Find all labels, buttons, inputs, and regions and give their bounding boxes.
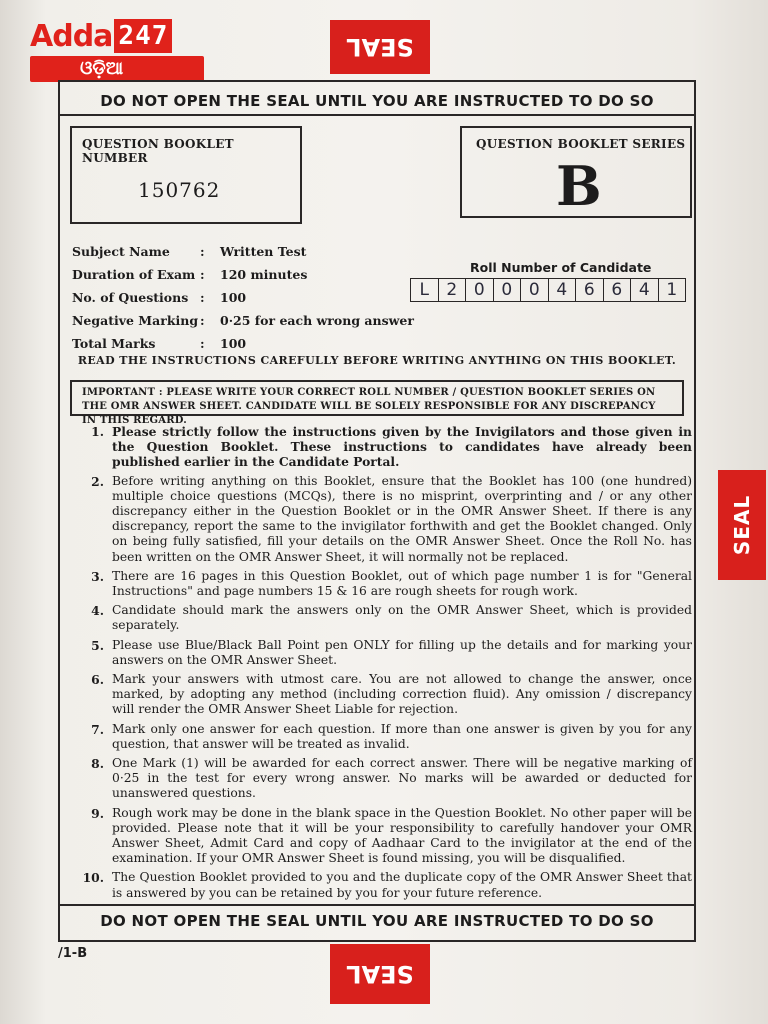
list-item: 8. One Mark (1) will be awarded for each correct answer. There will be negative marking of 0·25 in the test for every wrong answer. No marks will be awarded or deducted for unanswered questions. bbox=[91, 756, 692, 801]
roll-digit: 1 bbox=[666, 280, 678, 300]
list-item: 9. Rough work may be done in the blank space in the Question Booklet. No other paper will be provided. Please note that it will be your responsibility to carefully handover your OMR Answer Sheet, Admit Card and copy of Aadhaar Card to the invigilator at the end of the examination. If your OMR Answer Sheet is found missing, you will be disqualified. bbox=[91, 805, 692, 866]
list-item: 6. Mark your answers with utmost care. You are not allowed to change the answer, once marked, by adopting any method (including correction fluid). Any omission / discrepancy will render the OMR Answer Sheet Liable for rejection. bbox=[91, 672, 692, 717]
booklet-series-value: B bbox=[556, 154, 602, 218]
roll-digit: 4 bbox=[631, 279, 659, 301]
logo-brand: Adda bbox=[30, 18, 113, 54]
seal-side bbox=[718, 470, 766, 580]
list-item: 2. Before writing anything on this Booklet, ensure that the Booklet has 100 (one hundred) multiple choice questions (MCQs), there is no misprint, overprinting and / or any other discrepancy either in the Question Booklet or in the OMR Answer Sheet. If there is any discrepancy, report the same to the invigilator forthwith and get the Booklet changed. Only on being fully satisfied, fill your details on the OMR Answer Sheet. Once the Roll No. has been written on the OMR Answer Sheet, it will normally not be replaced. bbox=[91, 473, 692, 564]
roll-digit: 6 bbox=[576, 279, 604, 301]
booklet-number-label: QUESTION BOOKLET NUMBER bbox=[82, 137, 234, 165]
adda247-logo bbox=[30, 18, 204, 84]
instructions-list bbox=[68, 424, 692, 905]
detail-row: No. of Questions : 100 bbox=[72, 290, 247, 305]
instruction-frame bbox=[58, 80, 696, 942]
roll-number-label: Roll Number of Candidate bbox=[470, 260, 652, 275]
seal-top: SEAL bbox=[330, 20, 430, 74]
roll-digit: 6 bbox=[604, 279, 632, 301]
exam-details bbox=[72, 240, 414, 355]
seal-side-label: SEAL bbox=[730, 494, 755, 556]
logo-number: 247 bbox=[114, 19, 172, 53]
page-code: /1-B bbox=[58, 946, 88, 961]
seal-warning-top: DO NOT OPEN THE SEAL UNTIL YOU ARE INSTRUCTED TO DO SO bbox=[100, 92, 654, 110]
roll-digit: 2 bbox=[439, 279, 467, 301]
seal-warning-bottom: DO NOT OPEN THE SEAL UNTIL YOU ARE INSTRUCTED TO DO SO bbox=[100, 912, 654, 930]
list-item: 5. Please use Blue/Black Ball Point pen ONLY for filling up the details and for marking your answers on the OMR Answer Sheet. bbox=[91, 637, 692, 667]
detail-row: Negative Marking : 0·25 for each wrong answer bbox=[72, 313, 414, 328]
important-notice: IMPORTANT : PLEASE WRITE YOUR CORRECT ROLL NUMBER / QUESTION BOOKLET SERIES ON THE OMR ANSWER SHEET. CANDIDATE WILL BE SOLELY RESPONSIBLE FOR ANY DISCREPANCY IN THIS REGARD. bbox=[70, 380, 684, 416]
list-item: 3. There are 16 pages in this Question Booklet, out of which page number 1 is for "General Instructions" and page numbers 15 & 16 are rough sheets for rough work. bbox=[91, 568, 692, 599]
divider-top bbox=[60, 114, 694, 116]
roll-digit: 4 bbox=[549, 279, 577, 301]
roll-number-boxes bbox=[410, 278, 686, 302]
booklet-number-value: 150762 bbox=[138, 178, 221, 202]
roll-digit: 0 bbox=[521, 279, 549, 301]
list-item: 1. Please strictly follow the instructions given by the Invigilators and those given in the Question Booklet. These instructions to candidates have already been published earlier in the Candidate Portal. bbox=[91, 424, 692, 470]
detail-row: Duration of Exam : 120 minutes bbox=[72, 267, 308, 282]
booklet-number-box bbox=[70, 126, 302, 224]
seal-bottom: SEAL bbox=[330, 944, 430, 1004]
booklet-series-label: QUESTION BOOKLET SERIES bbox=[476, 137, 686, 151]
detail-row: Total Marks : 100 bbox=[72, 336, 247, 351]
logo-subtitle: ଓଡ଼ିଆ bbox=[30, 56, 204, 82]
detail-row: Subject Name : Written Test bbox=[72, 244, 307, 259]
booklet-series-box bbox=[460, 126, 692, 218]
roll-digit: L bbox=[411, 279, 439, 301]
list-item: 7. Mark only one answer for each question. If more than one answer is given by you for any question, that answer will be treated as invalid. bbox=[91, 721, 692, 751]
list-item: 4. Candidate should mark the answers only on the OMR Answer Sheet, which is provided separately. bbox=[91, 603, 692, 633]
list-item: 10. The Question Booklet provided to you and the duplicate copy of the OMR Answer Sheet that is answered by you can be retained by you for your future reference. bbox=[82, 870, 692, 900]
roll-digit: 0 bbox=[494, 279, 522, 301]
roll-digit: 0 bbox=[466, 279, 494, 301]
read-instructions-line: READ THE INSTRUCTIONS CAREFULLY BEFORE WRITING ANYTHING ON THIS BOOKLET. bbox=[77, 354, 677, 367]
divider-bottom bbox=[60, 904, 694, 906]
